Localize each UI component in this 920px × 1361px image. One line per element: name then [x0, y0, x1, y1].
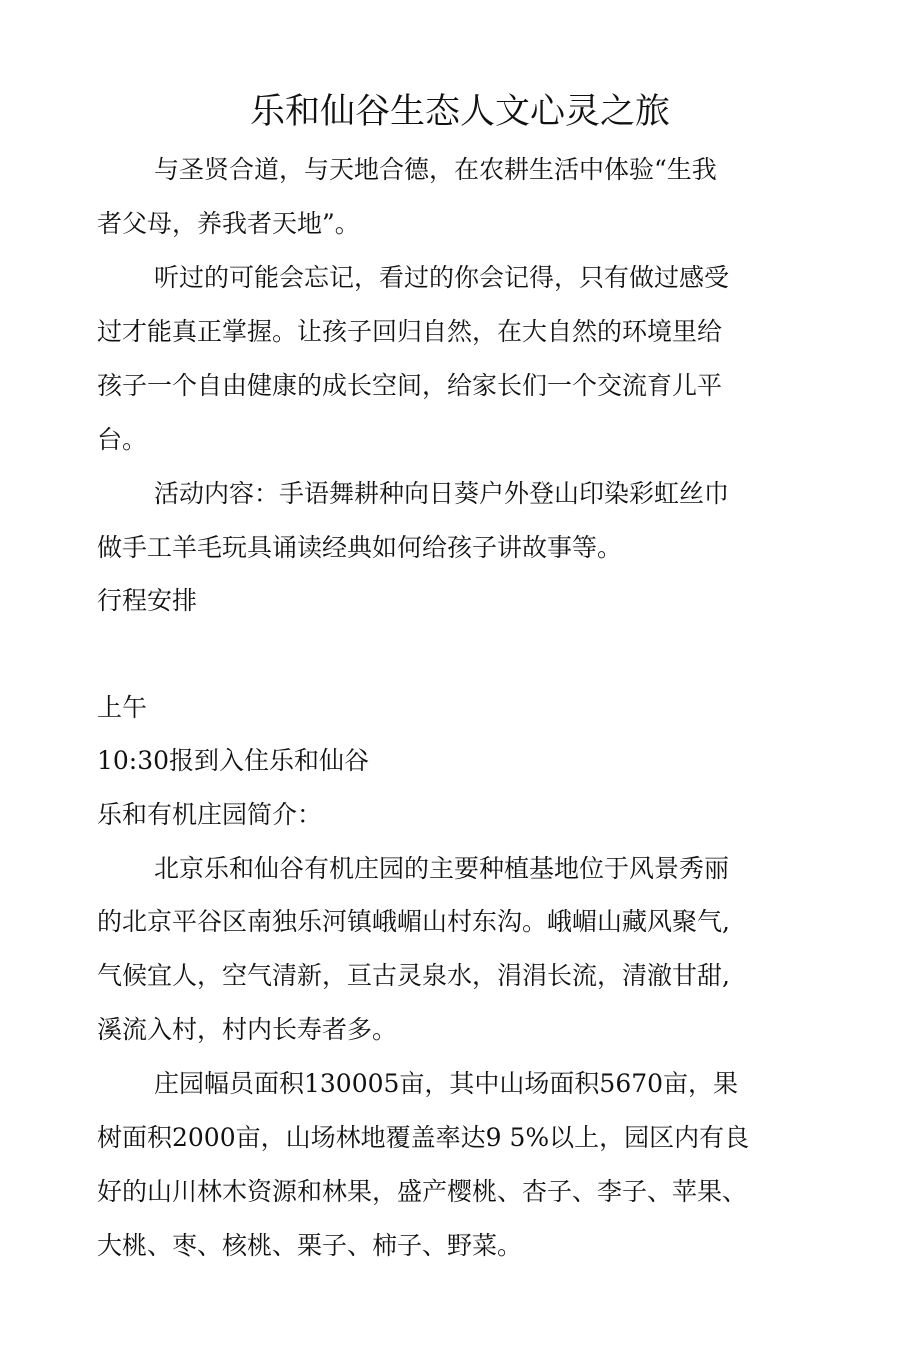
- paragraph-line: 树面积2000亩，山场林地覆盖率达9 5%以上，园区内有良: [97, 1123, 750, 1152]
- paragraph-line: 北京乐和仙谷有机庄园的主要种植基地位于风景秀丽: [154, 854, 730, 883]
- paragraph-line: 听过的可能会忘记，看过的你会记得，只有做过感受: [154, 263, 730, 292]
- paragraph-line: 过才能真正掌握。让孩子回归自然，在大自然的环境里给: [97, 317, 723, 346]
- paragraph-line: 与圣贤合道，与天地合德，在农耕生活中体验“生我: [154, 155, 717, 184]
- paragraph-line: 气候宜人，空气清新，亘古灵泉水，涓涓长流，清澈甘甜,: [97, 961, 730, 990]
- paragraph-line: 大桃、枣、核桃、栗子、柿子、野菜。: [97, 1231, 523, 1260]
- paragraph-line: 好的山川林木资源和林果，盛产樱桃、杏子、李子、苹果、: [97, 1177, 748, 1206]
- paragraph-line: 孩子一个自由健康的成长空间，给家长们一个交流育儿平: [97, 371, 723, 400]
- schedule-period: 上午: [97, 693, 148, 722]
- section-heading: 行程安排: [97, 586, 198, 615]
- section-heading: 乐和有机庄园简介：: [97, 800, 323, 829]
- schedule-item: 10:30报到入住乐和仙谷: [97, 746, 370, 775]
- paragraph-line: 的北京平谷区南独乐河镇峨嵋山村东沟。峨嵋山藏风聚气,: [97, 907, 730, 936]
- paragraph-line: 做手工羊毛玩具诵读经典如何给孩子讲故事等。: [97, 533, 623, 562]
- paragraph-line: 活动内容：手语舞耕种向日葵户外登山印染彩虹丝巾: [154, 479, 730, 508]
- paragraph-line: 溪流入村，村内长寿者多。: [97, 1015, 398, 1044]
- paragraph-line: 庄园幅员面积130005亩，其中山场面积5670亩，果: [154, 1069, 739, 1098]
- paragraph-line: 者父母，养我者天地”。: [97, 209, 360, 238]
- document-title: 乐和仙谷生态人文心灵之旅: [249, 92, 670, 132]
- paragraph-line: 台。: [97, 425, 148, 454]
